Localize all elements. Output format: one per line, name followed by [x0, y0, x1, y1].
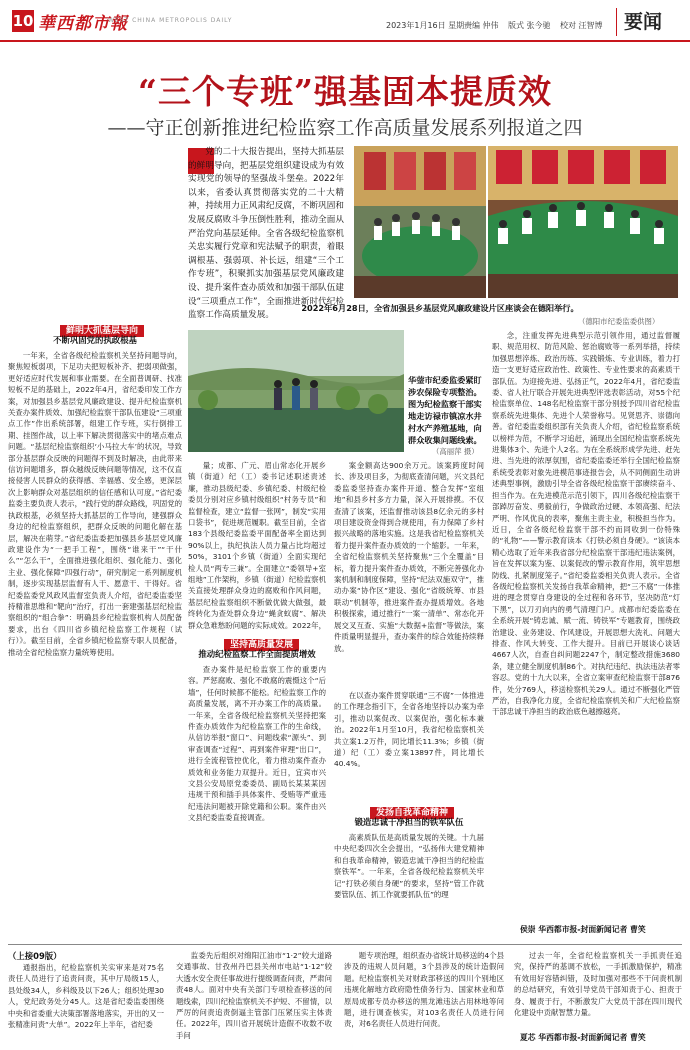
side-photo-caption: 华蓥市纪委监委紧盯涉农保险专项整治。图为纪检监察干部实地走访禄市镇凉水井村水产养殖基地，向群众收集问题线索。 — [408, 375, 482, 445]
newspaper-logo: 華西都市報 — [38, 14, 128, 34]
column-3c-text: 高素质队伍是高质量发展的关键。十九届中央纪委四次全会提出，“弘扬伟大建党精神和自我革命精神，锻造忠诚干净担当的纪检监察铁军”。一年来，全省各级纪检监察机关牢记“打铁必须自身硬”的要求，坚持“管工作就要管队伍、抓工作就要抓队伍”的理 — [334, 833, 484, 900]
masthead-divider — [616, 8, 617, 36]
proofreader-credit: 校对 汪智博 — [560, 21, 603, 30]
designer-credit: 版式 张今驰 — [508, 21, 551, 30]
bottom-divider — [8, 944, 682, 945]
section-3-title: 锻造忠诚干净担当的铁军队伍 — [354, 817, 464, 827]
article-byline: 侯崇 华西都市报-封面新闻记者 曹笑 — [520, 925, 646, 934]
newspaper-english-name: WEST CHINA METROPOLIS DAILY — [108, 17, 233, 24]
page-number: 10 — [12, 12, 34, 30]
section-2-tag: 坚持高质量发展 — [224, 639, 299, 651]
column-3b-text: 在以查办案件贯穿联通“三不腐”一体推进的工作理念指引下，全省各地坚持以办案为牵引，推动以案促改、以案促治，强化标本兼治。2022年1月至10月，我省纪检监察机关共立案1.2万件，同比增长11.3%；乡镇（街道）纪（工）委立案13897件，同比增长40.4%。 — [334, 691, 484, 769]
main-photo-wide — [488, 146, 678, 298]
column-3-text: 案金额高达900余万元。该案跨度时间长、涉及项目多，为彻底查清问题，兴文县纪委监委坚持查办案件开道、整合发挥“室组地”和县乡村多方力量，深入开展排摸。不仅查清了该案，还监督推动该县8亿余元的多村项目建设资金得到合规使用，有力保障了乡村振兴战略的落地实施。这是我省纪检监察机关着力提升案件查办质效的一个缩影。一年来，全省纪检监察机关坚持聚焦“三个全覆盖”目标，着力提升案件查办质效，不断完善强化办案机制和制度保障，坚持“纪法双施双守”，推动办案“协作区”建设、强化“省级统筹、市县联动”机制等，推进案件查办提质增效。各地积极探索，通过推行“一案一清单”、常态化开展交叉互查、实施“大数据+监督”等做法，案件质量明显提升，查办案件的综合效能持续释放。 — [334, 461, 484, 653]
main-photo — [354, 146, 486, 298]
column-2-text: 量；成都、广元、眉山常态化开展乡镇（街道）纪（工）委书记述职述责述廉，推动县级纪委、乡镇纪委、村级纪检委员分别对应乡镇村级组织“村务专员”和监督检查，建立“监督一张网”，制发“实用口袋书”，促进规范履职。截至目前，全省183个县级纪委监委平面配备率全面达到90%以上，执纪执法人员力量占比均超过50%，3101个乡镇（街道）全面实现纪检人员“两专三兼”。全面建立“委领导+室组地”工作架构，乡镇（街道）纪检监察机关直接处理群众身边的腐败和作风问题，基层纪检监察组织不断做优做大做强，最终转化为查处群众身边“蝇贪蚁腐”、解决群众急难愁盼问题的实际成效。2022年， — [188, 461, 326, 630]
bottom-column-3: 题专项治理，组织查办省统计局移送的4个县涉及的违规人员问题，3个县涉及的统计造假问题。纪检监察机关对财政部移送的四川个别地区违规化解地方政府隐性债务行为、国家林业和草原局成都专员办移送的黑龙滩违法占用林地等问题，进行调查核实，对103名责任人员进行问责，对6名责任人员进行问责。 — [344, 951, 504, 1029]
section-2-title: 推动纪检监察工作全面提质增效 — [198, 649, 316, 659]
bottom-column-4: 过去一年，全省纪检监察机关一手抓责任追究，保持严的基调不放松，一手抓激励保护，精准有效用好容错纠错，及时加强对那些不干问责机制的总结研究，有效引导党员干部知责于心、担责于身、履责于行，不断激发广大党员干部在四川现代化建设中贡献智慧力量。 — [514, 951, 682, 1018]
bottom-byline: 夏芯 华西都市报-封面新闻记者 曹笑 — [520, 1033, 646, 1042]
section-1-tag: 鲜明大抓基层导向 — [60, 325, 144, 337]
bottom-column-2: 监委先后组织对绵阳江油市“1·2”较大道路交通事故、甘孜州丹巴县关州市电站“1·12”较大透水安全责任事故进行提级调查问责，严肃问责48人。面对中央有关部门专项检查移送的问题线索，四川纪检监察机关不护短、不留情，以严厉的问责追责倒逼主管部门压紧压实主体责任。2022年，四川省开展统计造假不收数不收手问 — [176, 951, 332, 1040]
editor-credit: 责编 仲伟 — [464, 21, 499, 30]
bottom-column-1: 通报指出，纪检监察机关实审来是对75名责任人员进行了追责问责，其中厅局级15人，县处级34人，乡科级及以下26人；组织处理30人，党纪政务处分45人。这是省纪委监委围绕中央和省委重大决策部署落地落实，开出的又一张精准问责“大单”。2022年上半年，省纪委 — [8, 963, 164, 1030]
headline: “三个专班”强基固本提质效 — [138, 72, 552, 111]
section-name: 要闻 — [624, 11, 663, 33]
issue-date: 2023年1月16日 星期一 — [386, 21, 473, 30]
continued-label: （上接09版） — [8, 951, 62, 961]
side-photo — [188, 330, 404, 452]
subheadline: ——守正创新推进纪检监察工作高质量发展系列报道之四 — [107, 117, 583, 139]
section-3-tag: 发扬自我革命精神 — [370, 807, 454, 819]
column-2b-text: 查办案件是纪检监察工作的重要内容。严惩腐败、强化不敢腐的震慑这个“后墙”，任何时候都不能松。纪检监察工作的高质量发展，离不开办案工作的高质量。一年来，全省各级纪检监察机关坚持把案件查办质效作为纪检监察工作的生命线，从信访举报“窗口”、问题线索“源头”、到审查调查“过程”、再到案件审理“出口”，进行全流程管控优化，着力推动案件查办质效和业务能力双提升。近日，宜宾市兴文县公安局原党委委员、副局长某某某因违规干预和插手具体案件、受贿等严重违纪违法问题被开除党籍和公职。案件由兴文县纪委监委直接调查。 — [188, 665, 326, 823]
section-1-title: 不断巩固党的执政根基 — [53, 335, 137, 345]
column-4-text: 念，注重发挥先进典型示范引领作用，通过监督履职、规范用权、防范风险、惩治腐败等一系列举措，持续加强思想淬炼、政治历练、实践锻炼、专业训练，着力打造一支更好适应政治性、政策性、专业性要求的高素质干部队伍。为迎接先进、弘扬正气，2022年4月，省纪委监委、省人社厅联合开展先进典型评选表彰活动，对55个纪检监察单位、148名纪检监察干部分别授予四川省纪检监察系统先进集体、先进个人荣誉称号。见贤思齐、崇德向善。省纪委监委组织部有关负责人介绍，省纪检监察系统以榜样为范，不断学习追赶，涌现出全国纪检监察系统先进集体3个、先进个人2名。为在全系统形成学先进、赶先进、当先进的浓厚氛围，省纪委监委还举行全国纪检监察系统受表彰对象先进模范事迹报告会，从不同侧面生动讲述典型事例，激励引导全省各级纪检监察干部赓续奋斗、担当作为。在先进模范示范引领下，四川各级纪检监察干部踔厉奋发、勇毅前行，争做政治过硬、本领高强、纪法严明、作风优良的表率，聚焦主责主业，积极担当作为。近日，全省各级纪检监察干部不约而同收到一份特殊的“礼物”——警示教育读本《打铁必须自身硬》。“该读本精心选取了近年来我省部分纪检监察干部违纪违法案例，旨在发挥以案为鉴、以案促改的警示教育作用，筑牢思想防线、扎紧制度笼子。”省纪委监委相关负责人表示。全省各级纪检监察机关发扬自我革命精神，把“三不腐”一体推进的理念贯穿自身建设的全过程和各环节，坚决防范“灯下黑”，以刀刃向内的勇气清理门户。成都市纪委监委在全系统开展“铸忠诚、赋一流、铸铁军”专题教育，围绕政治建设、业务建设、作风建设，开展思想大洗礼、问题大排查、作风大转变、工作大提升。目前已开展谈心谈话4667人次，自查自纠问题2247个，制定整改措施3680条，建立健全制度机制86个。对执纪违纪、执法违法者零容忍。党的十九大以来，全省立案审查纪检监察干部876件，处分769人，移送检察机关29人。通过不断强化严管严治，自我净化力度，全省纪检监察机关和广大纪检监察干部忠诚干净担当的政治底色越擦越亮。 — [492, 331, 680, 717]
main-photo-credit: （德阳市纪委监委供图） — [578, 317, 660, 326]
main-photo-caption: 2022年6月28日，全省加强县乡基层党风廉政建设片区座谈会在德阳举行。 — [301, 303, 579, 313]
column-1-text: 一年来，全省各级纪检监察机关坚持问题导向，聚焦短板弱项，下足功夫把短板补齐、把弱项做强，更好适应时代发展和事业需要。在全面普调研、找准短板不足的基础上，2022年4月，省纪委印发工作方案，对加强县乡基层党风廉政建设、提升纪检监察机关查办案件质效、加强纪检监察干部队伍建设“三项重点工作”作出系统部署，组建工作专班，实行倒排工期、挂图作战，以上率下解决贯彻落实中的堵点难点问题。“基层纪检监察组织‘小马拉大车’的状况，导致部分基层群众反映的问题得不到及时解决，由此带来信访问题增多，群众越级反映问题等情况，这不仅直接侵害人民群众的获得感、幸福感、安全感，更深层次上影响群众对基层组织的信任感和认可度。”省纪委监委主要负责人表示，“践行党的群众路线，巩固党的执政根基，必须坚持大抓基层的工作导向，建强群众身边的纪检监察组织，把群众反映的问题化解在基层，解决在萌芽。”省纪委监委把加强县乡基层党风廉政建设作为“一把手工程”，围绕“谁来干”“干什么”“怎么干”，全面推进强化组织、强化能力、强化主业、强化保障“四强行动”，研究制定一系列制度机制，逐步实现基层监督有人干、愿意干、干得好。省纪委监委党风政风监督室负责人介绍，省纪委监委坚持精准思维和“靶向”治疗，打出一套建强基层纪检监察组织的“组合拳”：明确县乡纪检监察机构人员配备要求，出台《四川省乡镇纪检监察工作规程（试行）》。截至目前，全省乡镇纪检监察专职人员配备，推动全省纪检监察力量统筹使用。 — [8, 351, 182, 657]
side-photo-credit: （高丽萍 摄） — [432, 447, 479, 456]
lead-paragraph: 党的二十大报告提出，坚持大抓基层的鲜明导向，把基层党组织建设成为有效实现党的领导的坚强战斗堡垒。2022年以来，省委认真贯彻落实党的二十大精神，持续用力正风肃纪反腐，不断巩固和发展反腐败斗争压倒性胜利，推动全面从严治党向基层延伸。全省各级纪检监察机关忠实履行党章和宪法赋予的职责，着眼调根基、强弱项、补长远，组建“三个工作专班”，积聚抓实加强基层党风廉政建设、提升案件查办质效和加强干部队伍建设“三项重点工作”，全面推进新时代纪检监察工作高质量发展。 — [188, 147, 344, 321]
